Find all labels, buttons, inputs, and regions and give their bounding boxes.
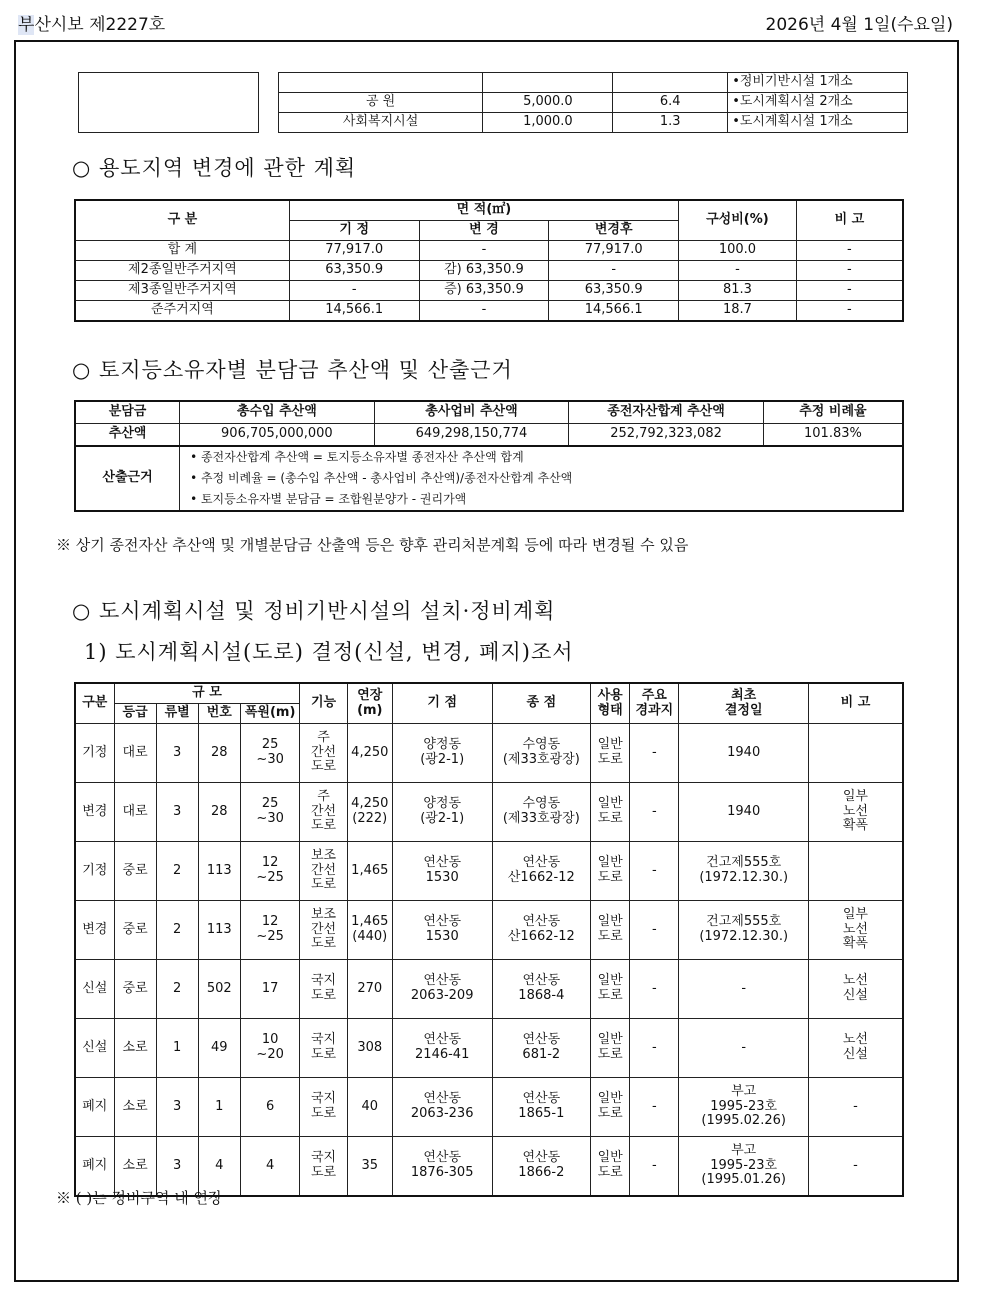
top-row-note: •도시계획시설 2개소	[728, 93, 908, 113]
table-row: 신설 중로 2 502 17 국지 도로 270 연산동 2063-209 연산동 1868-4 일반 도로 - - 노선 신설	[75, 960, 903, 1019]
top-row-name: 공 원	[278, 93, 483, 113]
gazette-issue	[18, 10, 165, 35]
cost-table: 분담금 총수입 추산액 총사업비 추산액 종전자산합계 추산액 추정 비례율 추산액 906,705,000,000 649,298,150,774 252,792,323,082 101.83% 산출근거 • 종전자산합계 추산액 = 토지등소유자별 종전자산 추산액 합계 • 추정 비례율 = (총수입 추산액 - 총사업비 추산액)/종전자산합계 추산액 • 토지등소유자별 분담금 = 조합원분양가 - 권리가액	[74, 400, 904, 512]
table-row: 기정 대로 3 28 25 ~30 주 간선 도로 4,250 양정동 (광2-1) 수영동 (제33호광장) 일반 도로 - 1940	[75, 724, 903, 783]
basis-line: • 토지등소유자별 분담금 = 조합원분양가 - 권리가액	[180, 489, 903, 511]
top-table: •정비기반시설 1개소 공 원 5,000.0 6.4 •도시계획시설 2개소 사회복지시설 1,000.0 1.3 •도시계획시설 1개소	[78, 72, 908, 133]
table-row: 제3종일반주거지역 - 증) 63,350.9 63,350.9 81.3 -	[75, 281, 903, 301]
table-row: 폐지 소로 3 1 6 국지 도로 40 연산동 2063-236 연산동 1865-1 일반 도로 - 부고 1995-23호 (1995.02.26) -	[75, 1078, 903, 1137]
table-row: 합 계 77,917.0 - 77,917.0 100.0 -	[75, 241, 903, 261]
issue-prefix: 부	[18, 15, 35, 35]
table-row: 변경 대로 3 28 25 ~30 주 간선 도로 4,250 (222) 양정동 (광2-1) 수영동 (제33호광장) 일반 도로 - 1940 일부 노선 확폭	[75, 783, 903, 842]
table-row: 폐지 소로 3 4 4 국지 도로 35 연산동 1876-305 연산동 1866-2 일반 도로 - 부고 1995-23호 (1995.01.26) -	[75, 1137, 903, 1197]
note-cost: ※ 상기 종전자산 추산액 및 개별분담금 산출액 등은 향후 관리처분계획 등에 따라 변경될 수 있음	[56, 536, 689, 554]
page-frame	[14, 40, 959, 1282]
gazette-date: 2026년 4월 1일(수요일)	[765, 15, 953, 35]
top-row-note: •정비기반시설 1개소	[728, 73, 908, 93]
zone-table: 구 분 면 적(㎡) 구성비(%) 비 고 기 정 변 경 변경후 합 계 77,917.0 - 77,917.0 100.0 - 제2종일반주거지역 63,350.9 감) 63,350.9 - - - 제3종일반주거지역 - 증) 63,350.9 63,350.9 81.3 - 준주거지역 14,566.1 - 14,566.1 18.7 -	[74, 199, 904, 322]
issue-rest: 산시보 제2227호	[34, 15, 166, 35]
road-table: 구분 규 모 기능 연장 (m) 기 점 종 점 사용 형태 주요 경과지 최초 결정일 비 고 등급 류별 번호 폭원(m) 기정 대로 3 28 25 ~30 주 간선 도로 4,250 양정동 (광2-1) 수영동 (제33호광장) 일반 도로 - 1940 변경 대로 3 28 25 ~30 주 간선 도로 4,250 (222) 양정동 (광2-1) 수영동 (제33호광장) 일반 도로 - 1940 일부 노선 확폭 기정 중로 2 113 12 ~25 보조 간선 도로 1,465 연산동 1530 연산동 산1662-12 일반 도로 - 건고제555호 (1972.12.30.) 변경 중로 2 113 12 ~25 보조 간선 도로 1,465 (440) 연산동 1530 연산동 산1662-12 일반 도로 - 건고제555호 (1972.12.30.) 일부 노선 확폭 신설 중로 2 502 17 국지 도로 270 연산동 2063-209 연산동 1868-4 일반 도로 - - 노선 신설 신설 소로 1 49 10 ~20 국지 도로 308 연산동 2146-41 연산동 681-2 일반 도로 - - 노선 신설 폐지 소로 3 1 6 국지 도로 40 연산동 2063-236 연산동 1865-1 일반 도로 - 부고 1995-23호 (1995.02.26) - 폐지 소로 3 4 4 국지 도로 35 연산동 1876-305 연산동 1866-2 일반 도로 - 부고 1995-23호 (1995.01.26) -	[74, 682, 904, 1197]
section-road-subtitle: 1) 도시계획시설(도로) 결정(신설, 변경, 폐지)조서	[84, 640, 574, 664]
table-row: 제2종일반주거지역 63,350.9 감) 63,350.9 - - -	[75, 261, 903, 281]
section-zone-title: ○ 용도지역 변경에 관한 계획	[72, 156, 357, 180]
section-cost-title: ○ 토지등소유자별 분담금 추산액 및 산출근거	[72, 358, 513, 382]
table-row: 준주거지역 14,566.1 - 14,566.1 18.7 -	[75, 301, 903, 322]
top-blank-cell	[79, 73, 259, 133]
table-row: 신설 소로 1 49 10 ~20 국지 도로 308 연산동 2146-41 연산동 681-2 일반 도로 - - 노선 신설	[75, 1019, 903, 1078]
top-row-name	[278, 73, 483, 93]
table-row: 기정 중로 2 113 12 ~25 보조 간선 도로 1,465 연산동 1530 연산동 산1662-12 일반 도로 - 건고제555호 (1972.12.30.)	[75, 842, 903, 901]
note-length: ※ ( )는 정비구역 내 연장	[56, 1189, 223, 1207]
basis-line: • 추정 비례율 = (총수입 추산액 - 총사업비 추산액)/종전자산합계 추산액	[180, 468, 903, 489]
section-facility-title: ○ 도시계획시설 및 정비기반시설의 설치·정비계획	[72, 599, 556, 623]
top-row-note: •도시계획시설 1개소	[728, 113, 908, 133]
road-table-body	[75, 724, 903, 1197]
top-row-name: 사회복지시설	[278, 113, 483, 133]
basis-line: • 종전자산합계 추산액 = 토지등소유자별 종전자산 추산액 합계	[180, 446, 903, 468]
table-row: 변경 중로 2 113 12 ~25 보조 간선 도로 1,465 (440) 연산동 1530 연산동 산1662-12 일반 도로 - 건고제555호 (1972.12.30.) 일부 노선 확폭	[75, 901, 903, 960]
